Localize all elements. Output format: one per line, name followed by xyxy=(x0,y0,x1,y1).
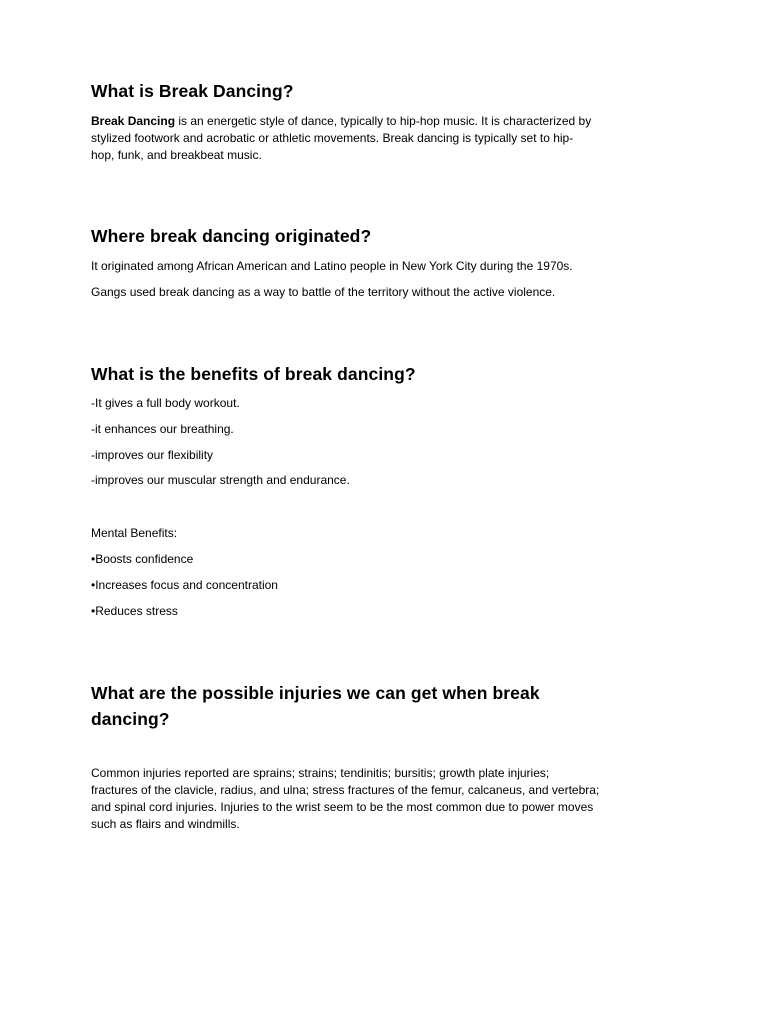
origin-paragraph-1: It originated among African American and Latino people in New York City during the 1970s. xyxy=(91,259,573,273)
mental-benefit-item: •Increases focus and concentration xyxy=(91,578,278,592)
benefit-item: -it enhances our breathing. xyxy=(91,422,234,436)
injuries-line: and spinal cord injuries. Injuries to the wrist seem to be the most common due to power moves xyxy=(91,800,594,814)
mental-benefits-label: Mental Benefits: xyxy=(91,526,178,540)
definition-line-3: hop, funk, and breakbeat music. xyxy=(91,148,262,162)
definition-lead-term: Break Dancing xyxy=(91,114,176,128)
benefit-item: -improves our flexibility xyxy=(91,448,214,462)
heading-what-is-break-dancing: What is Break Dancing? xyxy=(91,81,294,101)
paragraph-definition xyxy=(91,113,681,164)
definition-line-1-rest: is an energetic style of dance, typically to hip-hop music. It is characterized by xyxy=(175,114,592,128)
injuries-line: Common injuries reported are sprains; strains; tendinitis; bursitis; growth plate injuries; xyxy=(91,766,550,780)
benefit-item: -It gives a full body workout. xyxy=(91,396,240,410)
paragraph-injuries xyxy=(91,765,681,833)
origin-paragraph-2: Gangs used break dancing as a way to battle of the territory without the active violence. xyxy=(91,285,556,299)
injuries-line: such as flairs and windmills. xyxy=(91,817,240,831)
benefit-item: -improves our muscular strength and endurance. xyxy=(91,473,350,487)
definition-line-2: stylized footwork and acrobatic or athletic movements. Break dancing is typically set to hip- xyxy=(91,131,574,145)
heading-injuries-line-2: dancing? xyxy=(91,709,170,729)
heading-benefits: What is the benefits of break dancing? xyxy=(91,364,416,384)
definition-line-1 xyxy=(91,113,681,130)
mental-benefit-item: •Reduces stress xyxy=(91,604,178,618)
injuries-line: fractures of the clavicle, radius, and ulna; stress fractures of the femur, calcaneus, and vertebra; xyxy=(91,783,600,797)
heading-injuries-line-1: What are the possible injuries we can get when break xyxy=(91,683,540,703)
heading-origin: Where break dancing originated? xyxy=(91,226,372,246)
mental-benefit-item: •Boosts confidence xyxy=(91,552,194,566)
